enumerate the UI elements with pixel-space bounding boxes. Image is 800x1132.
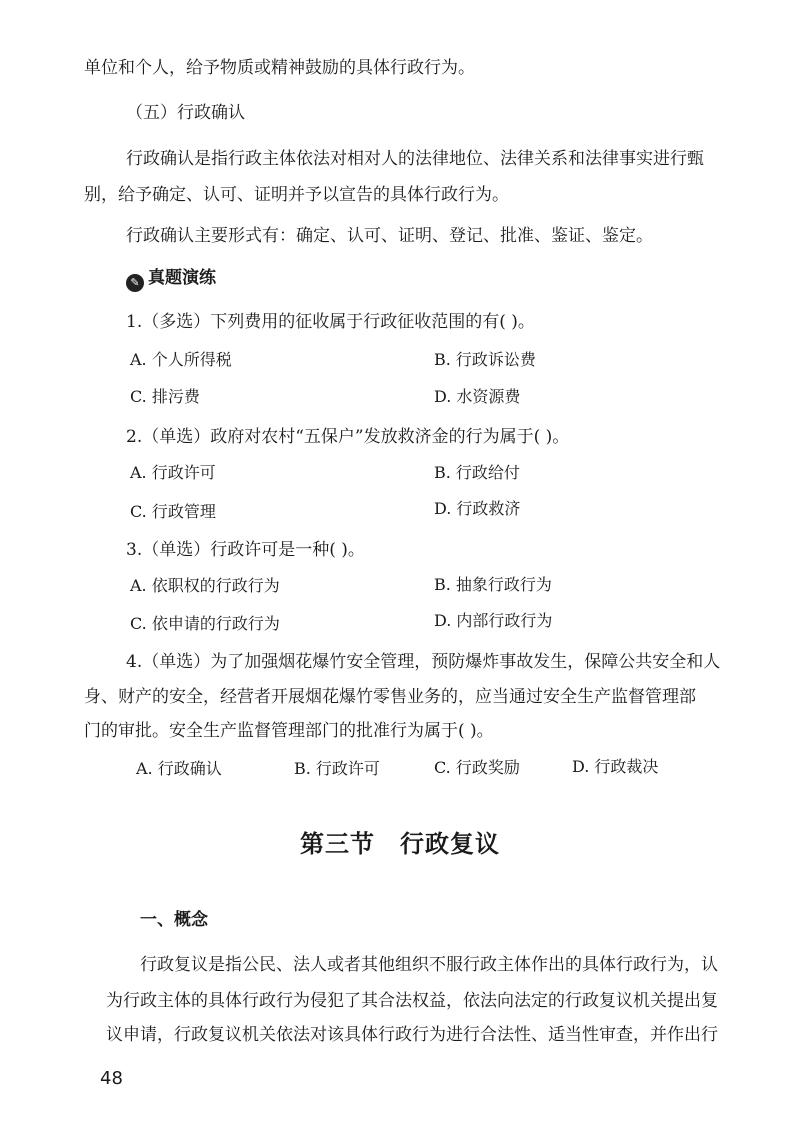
text-line: 别，给予确定、认可、证明并予以宣告的具体行政行为。 [84,185,509,205]
question-stem: 4.（单选）为了加强烟花爆竹安全管理，预防爆炸事故发生，保障公共安全和人 [126,652,721,672]
option-a: A. 依职权的行政行为 [130,576,280,595]
text-line: 单位和个人，给予物质或精神鼓励的具体行政行为。 [84,58,475,78]
text-line: 行政确认主要形式有：确定、认可、证明、登记、批准、鉴证、鉴定。 [126,226,653,246]
question-stem: 3.（单选）行政许可是一种( )。 [126,540,365,560]
section-title: 第三节 行政复议 [300,830,500,858]
text-line: 行政确认是指行政主体依法对相对人的法律地位、法律关系和法律事实进行甄 [126,149,704,169]
option-c: C. 行政奖励 [434,758,520,777]
option-b: B. 行政给付 [434,463,520,482]
text-line: 行政复议是指公民、法人或者其他组织不服行政主体作出的具体行政行为，认 [140,955,718,975]
question-stem: 2.（单选）政府对农村“五保户”发放救济金的行为属于( )。 [126,427,570,447]
practice-heading [126,266,216,292]
practice-heading-label: 真题演练 [148,268,216,288]
pen-icon: ✎ [126,274,144,292]
question-stem: 身、财产的安全，经营者开展烟花爆竹零售业务的，应当通过安全生产监督管理部 [84,687,696,707]
subsection-title: （五）行政确认 [126,103,245,123]
option-b: B. 行政许可 [294,759,380,778]
question-stem: 1.（多选）下列费用的征收属于行政征收范围的有( )。 [126,312,535,332]
option-c: C. 排污费 [130,387,200,406]
text-line: 为行政主体的具体行政行为侵犯了其合法权益，依法向法定的行政复议机关提出复 [106,991,718,1011]
question-stem: 门的审批。安全生产监督管理部门的批准行为属于( )。 [84,721,494,741]
option-c: C. 依申请的行政行为 [130,614,280,633]
option-b: B. 行政诉讼费 [434,350,536,369]
option-d: D. 行政裁决 [572,757,659,776]
option-c: C. 行政管理 [130,502,216,521]
text-line: 议申请，行政复议机关依法对该具体行政行为进行合法性、适当性审查，并作出行 [106,1025,718,1045]
option-a: A. 行政确认 [136,759,222,778]
concept-heading: 一、概念 [140,910,208,930]
option-a: A. 个人所得税 [130,350,232,369]
option-d: D. 行政救济 [434,499,521,518]
option-a: A. 行政许可 [130,463,216,482]
option-d: D. 内部行政行为 [434,611,553,630]
page-number: 48 [100,1068,123,1089]
option-b: B. 抽象行政行为 [434,575,552,594]
option-d: D. 水资源费 [434,387,521,406]
